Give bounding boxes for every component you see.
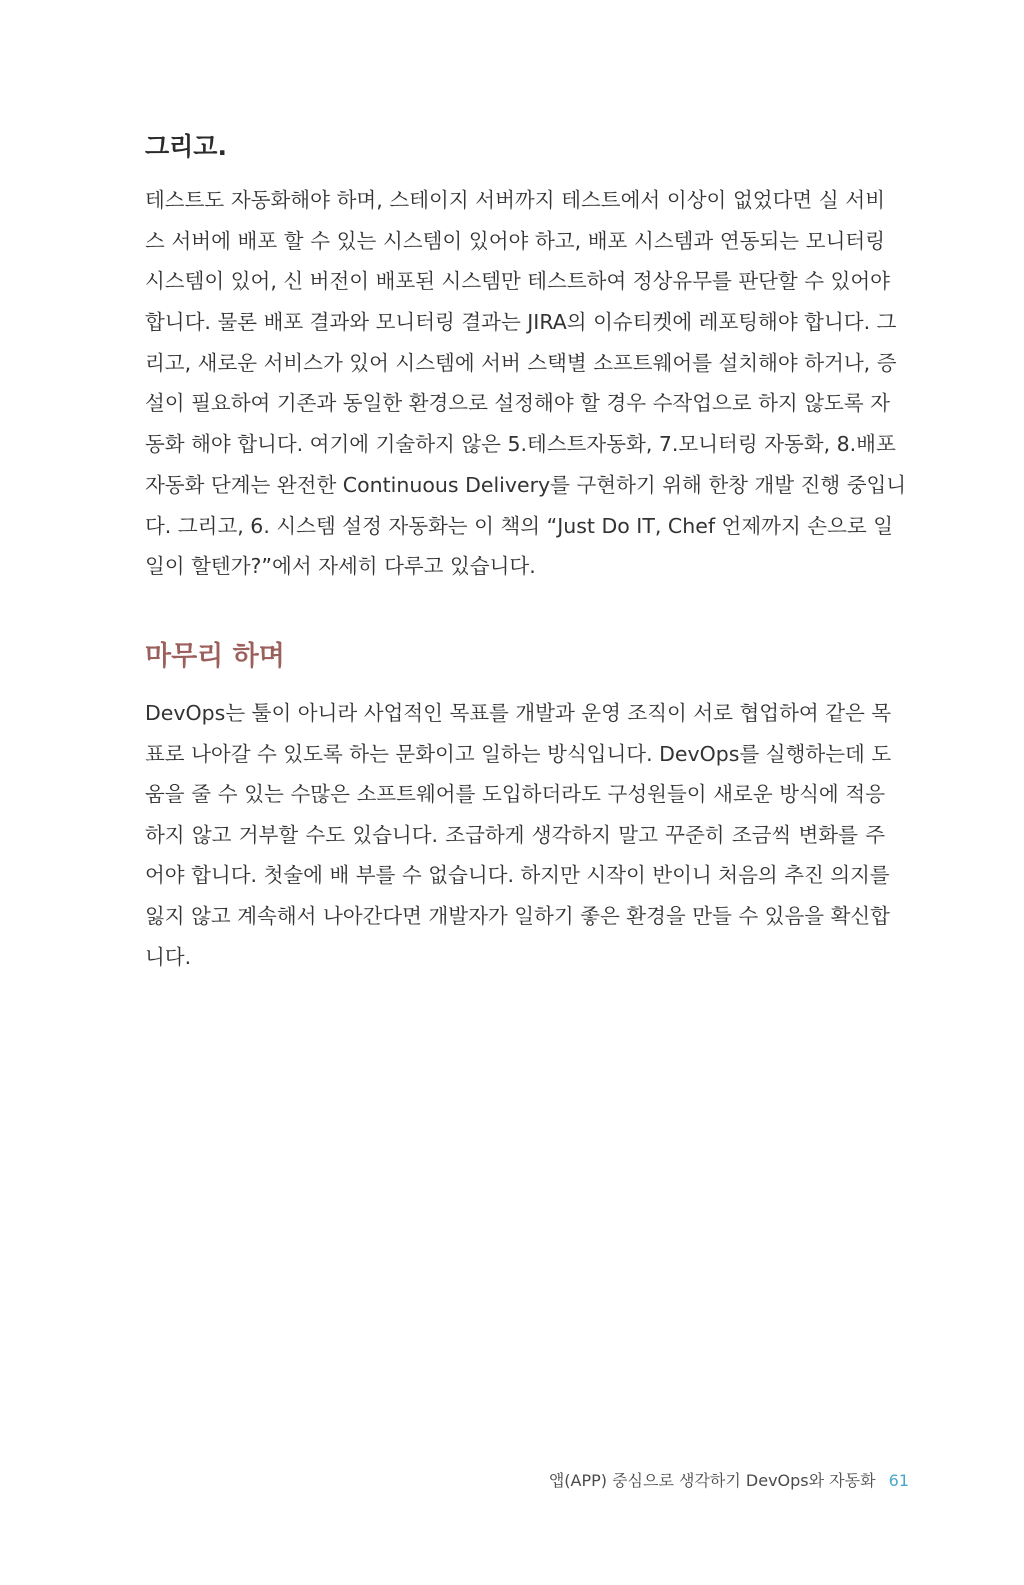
intro-heading: 그리고. [145, 132, 227, 161]
paragraph-line: 자동화 단계는 완전한 Continuous Delivery를 구현하기 위해 한창 개발 진행 중입니 [145, 472, 907, 497]
paragraph-line: 테스트도 자동화해야 하며, 스테이지 서버까지 테스트에서 이상이 없었다면 실 서비 [145, 188, 885, 212]
paragraph-line: 움을 줄 수 있는 수많은 소프트웨어를 도입하더라도 구성원들이 새로운 방식에 적응 [145, 782, 885, 807]
paragraph-line: 리고, 새로운 서비스가 있어 시스템에 서버 스택별 소프트웨어를 설치해야 하거나, 증 [145, 350, 897, 375]
paragraph-line: 표로 나아갈 수 있도록 하는 문화이고 일하는 방식입니다. DevOps를 실행하는데 도 [145, 741, 892, 766]
paragraph-line: 스 서버에 배포 할 수 있는 시스템이 있어야 하고, 배포 시스템과 연동되는 모니터링 [145, 228, 885, 253]
paragraph-conclusion [145, 693, 892, 977]
paragraph-line: 잃지 않고 계속해서 나아간다면 개발자가 일하기 좋은 환경을 만들 수 있음을 확신합 [145, 903, 890, 928]
paragraph-line: 하지 않고 거부할 수도 있습니다. 조급하게 생각하지 말고 꾸준히 조금씩 변화를 주 [145, 822, 885, 847]
book-title: 앱(APP) 중심으로 생각하기 DevOps와 자동화 [548, 1471, 876, 1490]
paragraph-line: 합니다. 물론 배포 결과와 모니터링 결과는 JIRA의 이슈티켓에 레포팅해야 합니다. 그 [145, 310, 897, 335]
paragraph-automation [145, 180, 907, 587]
paragraph-line: 다. 그리고, 6. 시스템 설정 자동화는 이 책의 “Just Do IT, Chef 언제까지 손으로 일 [145, 513, 894, 538]
page-number: 61 [888, 1471, 909, 1490]
paragraph-line: 일이 할텐가?”에서 자세히 다루고 있습니다. [145, 554, 536, 579]
paragraph-line: 시스템이 있어, 신 버전이 배포된 시스템만 테스트하여 정상유무를 판단할 수 있어야 [145, 269, 890, 294]
paragraph-line: DevOps는 툴이 아니라 사업적인 목표를 개발과 운영 조직이 서로 협업하여 같은 목 [145, 701, 892, 725]
paragraph-line: 설이 필요하여 기존과 동일한 환경으로 설정해야 할 경우 수작업으로 하지 않도록 자 [145, 391, 890, 416]
page-footer [549, 1468, 909, 1491]
paragraph-line: 동화 해야 합니다. 여기에 기술하지 않은 5.테스트자동화, 7.모니터링 자동화, 8.배포 [145, 432, 896, 457]
paragraph-line: 어야 합니다. 첫술에 배 부를 수 없습니다. 하지만 시작이 반이니 처음의 추진 의지를 [145, 863, 890, 888]
section-heading: 마무리 하며 [145, 641, 285, 672]
paragraph-line: 니다. [145, 944, 192, 969]
